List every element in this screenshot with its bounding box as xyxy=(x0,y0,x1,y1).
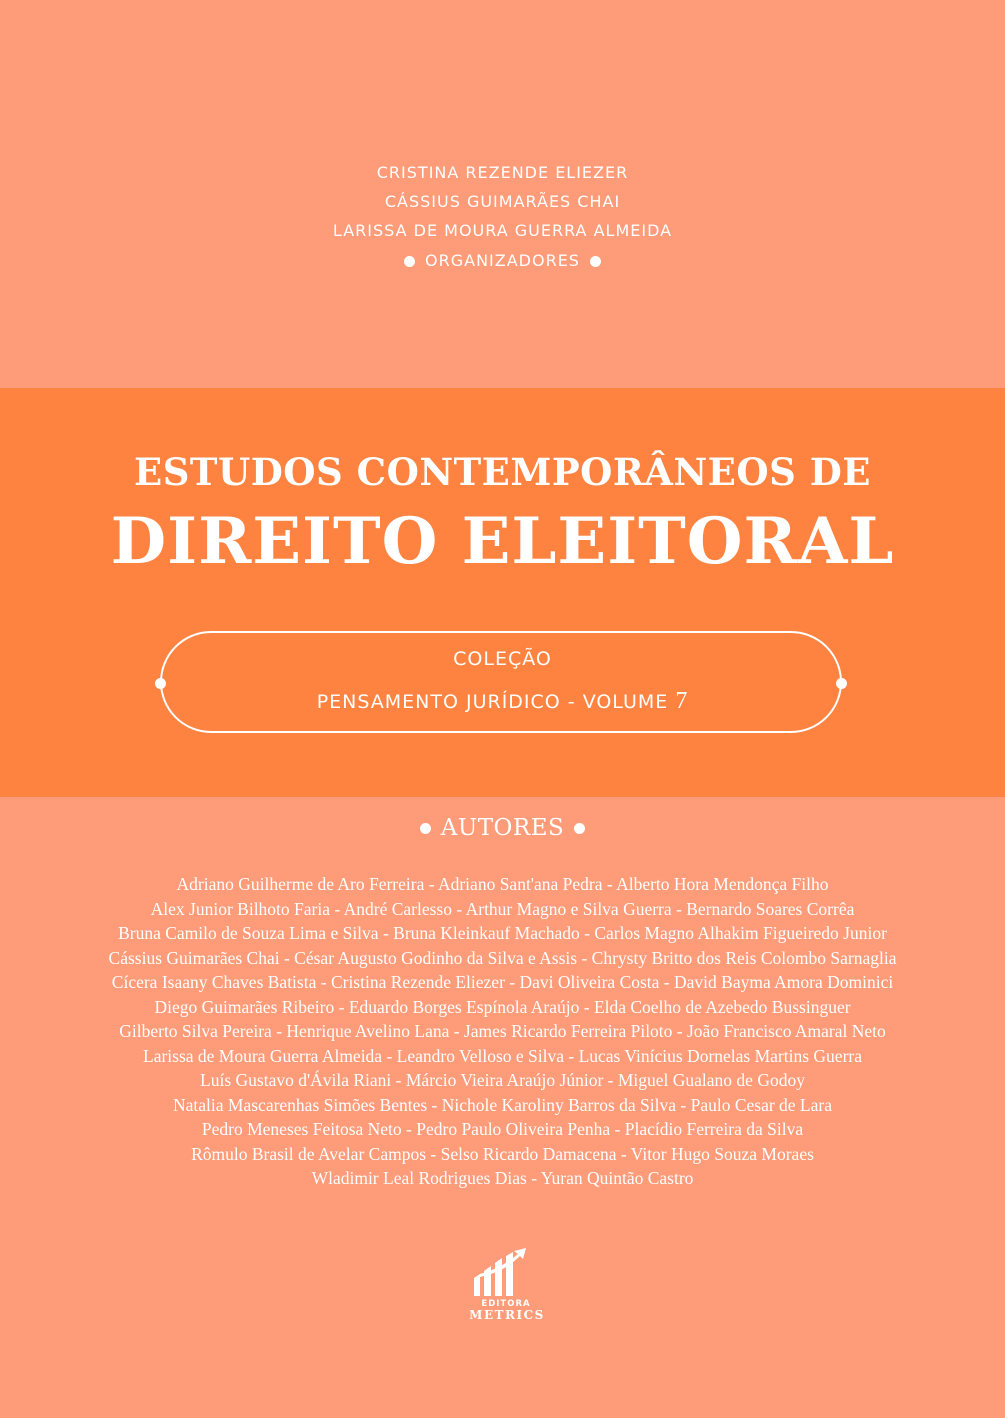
publisher-name-line2: METRICS xyxy=(469,1308,545,1322)
authors-list xyxy=(0,872,1005,1191)
authors-line: Natalia Mascarenhas Simões Bentes - Nichole Karoliny Barros da Silva - Paulo Cesar de Lara xyxy=(173,1094,832,1115)
authors-heading-label: AUTORES xyxy=(440,815,565,841)
publisher-name-line1: EDITORA xyxy=(481,1299,531,1309)
title-line-2: DIREITO ELEITORAL xyxy=(110,504,895,579)
authors-line: Rômulo Brasil de Avelar Campos - Selso Ricardo Damacena - Vitor Hugo Souza Moraes xyxy=(191,1143,814,1164)
bullet-dot-icon xyxy=(420,823,431,834)
organizers-role xyxy=(0,246,1005,276)
rising-bars-arrow-icon xyxy=(466,1244,552,1300)
organizer-name: LARISSA DE MOURA GUERRA ALMEIDA xyxy=(332,221,673,240)
collection-name xyxy=(0,688,1005,715)
title-line-1: ESTUDOS CONTEMPORÂNEOS DE xyxy=(134,450,871,494)
authors-line: Wladimir Leal Rodrigues Dias - Yuran Quintão Castro xyxy=(311,1168,694,1188)
bullet-dot-icon xyxy=(590,256,601,267)
collection-frame xyxy=(160,631,842,733)
authors-heading xyxy=(0,815,1005,841)
organizers-block xyxy=(0,158,1005,276)
authors-line: Pedro Meneses Feitosa Neto - Pedro Paulo Oliveira Penha - Placídio Ferreira da Silva xyxy=(201,1119,804,1139)
organizers-role-label: ORGANIZADORES xyxy=(425,251,580,270)
authors-line: Larissa de Moura Guerra Almeida - Leandro Velloso e Silva - Lucas Vinícius Dornelas Martins Guerra xyxy=(143,1045,862,1066)
authors-line: Alex Junior Bilhoto Faria - André Carlesso - Arthur Magno e Silva Guerra - Bernardo Soares Corrêa xyxy=(150,898,855,919)
collection-label: COLEÇÃO xyxy=(453,648,552,670)
organizer-name: CÁSSIUS GUIMARÃES CHAI xyxy=(384,192,621,211)
collection-title: PENSAMENTO JURÍDICO - VOLUME xyxy=(316,691,669,713)
authors-line: Diego Guimarães Ribeiro - Eduardo Borges Espínola Araújo - Elda Coelho de Azebedo Bussinguer xyxy=(154,996,851,1017)
bullet-dot-icon xyxy=(404,256,415,267)
authors-line: Adriano Guilherme de Aro Ferreira - Adriano Sant'ana Pedra - Alberto Hora Mendonça Filho xyxy=(176,874,829,894)
authors-line: Cícera Isaany Chaves Batista - Cristina Rezende Eliezer - Davi Oliveira Costa - David Bayma Amora Dominici xyxy=(111,972,894,992)
authors-line: Cássius Guimarães Chai - César Augusto Godinho da Silva e Assis - Chrysty Britto dos Reis Colombo Sarnaglia xyxy=(108,947,897,968)
authors-line: Luís Gustavo d'Ávila Riani - Márcio Vieira Araújo Júnior - Miguel Gualano de Godoy xyxy=(200,1070,805,1090)
organizer-name: CRISTINA REZENDE ELIEZER xyxy=(376,163,629,182)
authors-line: Gilberto Silva Pereira - Henrique Avelino Lana - James Ricardo Ferreira Piloto - João Francisco Amaral Neto xyxy=(119,1021,886,1041)
collection-volume: 7 xyxy=(675,688,689,714)
bullet-dot-icon xyxy=(574,823,585,834)
publisher-logo xyxy=(466,1244,552,1334)
authors-line: Bruna Camilo de Souza Lima e Silva - Bruna Kleinkauf Machado - Carlos Magno Alhakim Figueiredo Junior xyxy=(118,923,887,943)
